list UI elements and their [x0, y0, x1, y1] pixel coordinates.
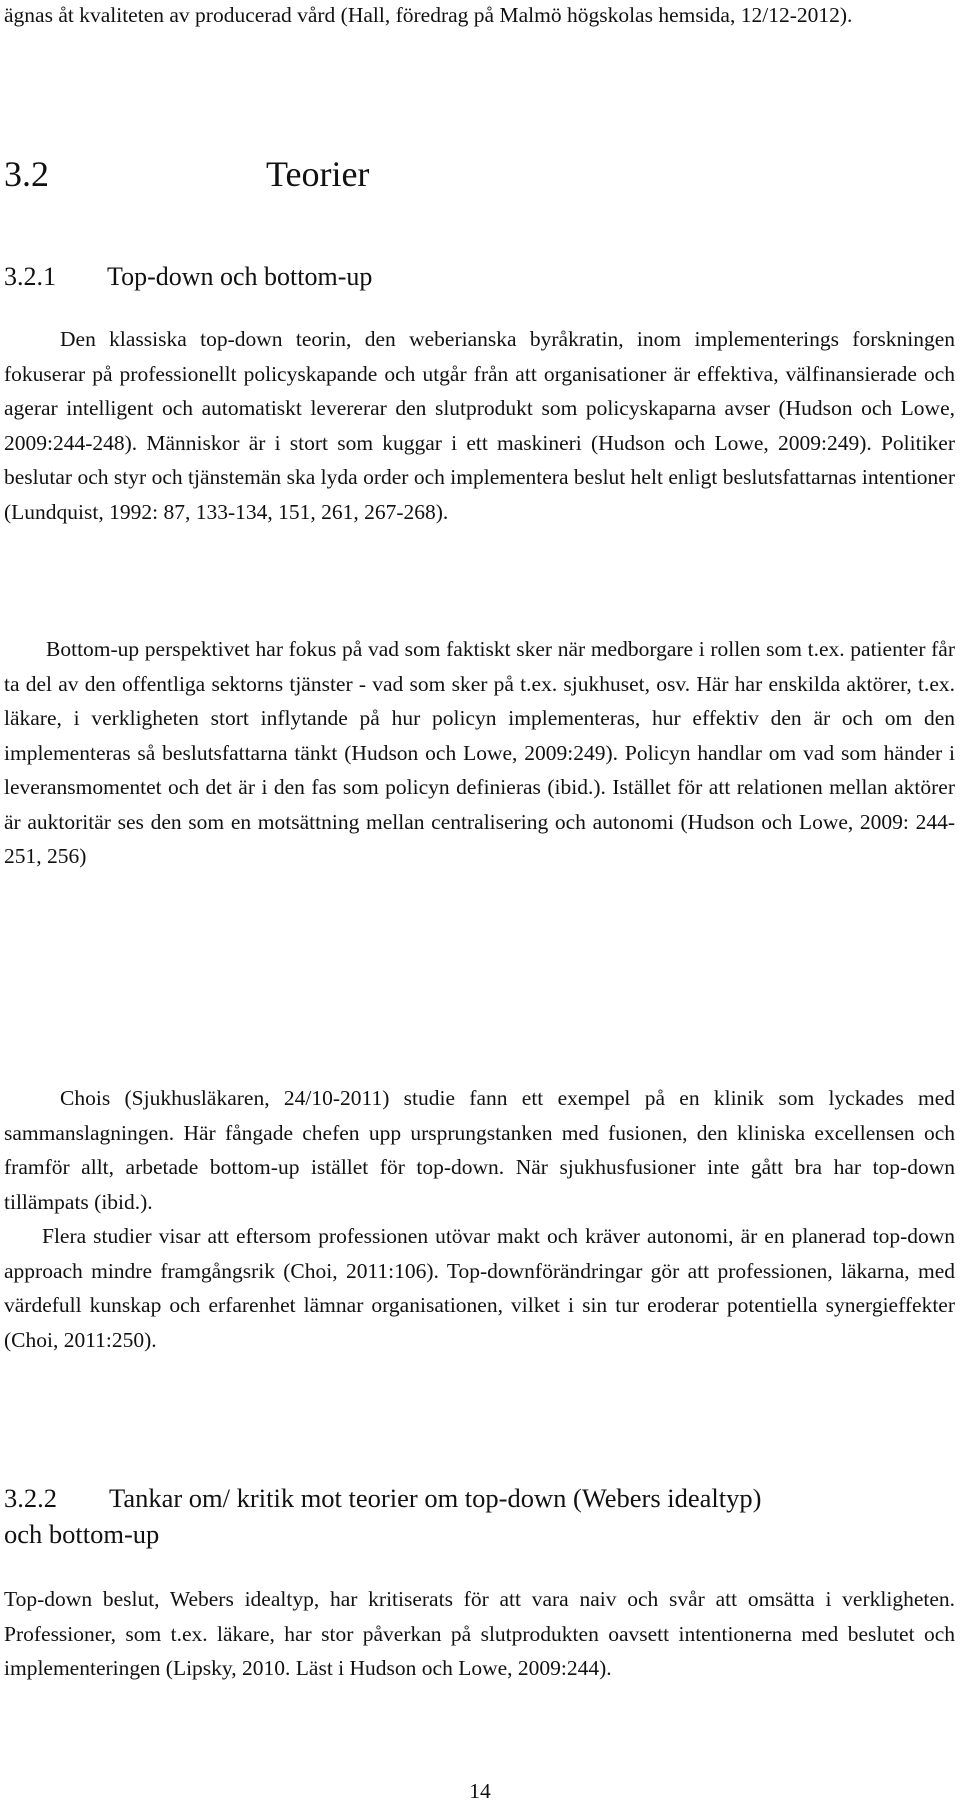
paragraph-chois: Chois (Sjukhusläkaren, 24/10-2011) studie fann ett exempel på en klinik som lyckades med sammanslagningen. Här fångade chefen upp ursprungstanken med fusionen, den kliniska excellensen och framför allt, arbetade bottom-up istället för top-down. När sjukhusfusioner inte gått bra har top-down tillämpats (ibid.). — [4, 1086, 955, 1214]
section-heading-3-2-1 — [4, 260, 955, 294]
section-title: Top-down och bottom-up — [107, 262, 373, 291]
intro-paragraph: ägnas åt kvaliteten av producerad vård (Hall, föredrag på Malmö högskolas hemsida, 12/12-2012). — [4, 3, 853, 27]
section-number: 3.2.2 — [4, 1483, 57, 1513]
paragraph-kritik: Top-down beslut, Webers idealtyp, har kritiserats för att vara naiv och svår att omsätta i verkligheten. Professioner, som t.ex. läkare, har stor påverkan på slutprodukten oavsett intentionerna med beslutet och implementeringen (Lipsky, 2010. Läst i Hudson och Lowe, 2009:244). — [4, 1587, 955, 1680]
section-heading-3-2 — [4, 154, 955, 194]
page-number: 14 — [469, 1779, 491, 1803]
paragraph-bottomup: Bottom-up perspektivet har fokus på vad som faktiskt sker när medborgare i rollen som t.ex. patienter får ta del av den offentliga sektorns tjänster - vad som sker på t.ex. sjukhuset, osv. Här har enskilda aktörer, t.ex. läkare, i verkligheten stort inflytande på hur policyn implementeras, hur effektiv den är och om den implementeras så beslutsfattarna tänkt (Hudson och Lowe, 2009:249). Policyn handlar om vad som händer i leveransmomentet och det är i den fas som policyn definieras (ibid.). Istället för att relationen mellan aktörer är auktoritär ses den som en motsättning mellan centralisering och autonomi (Hudson och Lowe, 2009: 244-251, 256) — [4, 637, 955, 868]
section-title: Tankar om/ kritik mot teorier om top-down (Webers idealtyp) — [109, 1483, 762, 1513]
paragraph-topdown: Den klassiska top-down teorin, den weberianska byråkratin, inom implementerings forskningen fokuserar på professionellt policyskapande och utgår från att organisationer är effektiva, välfinansierade och agerar intelligent och automatiskt levererar den slutprodukt som policyskaparna avser (Hudson och Lowe, 2009:244-248). Människor är i stort som kuggar i ett maskineri (Hudson och Lowe, 2009:249). Politiker beslutar och styr och tjänstemän ska lyda order och implementera beslut helt enligt beslutsfattarnas intentioner (Lundquist, 1992: 87, 133-134, 151, 261, 267-268). — [4, 327, 955, 524]
paragraph-flera-studier: Flera studier visar att eftersom professionen utövar makt och kräver autonomi, är en planerad top-down approach mindre framgångsrik (Choi, 2011:106). Top-downförändringar gör att professionen, läkarna, med värdefull kunskap och erfarenhet lämnar organisationen, vilket i sin tur eroderar potentiella synergieffekter (Choi, 2011:250). — [4, 1224, 955, 1352]
section-number: 3.2.1 — [4, 262, 56, 291]
section-heading-3-2-2 — [4, 1480, 955, 1552]
section-number: 3.2 — [4, 154, 49, 194]
section-title: Teorier — [266, 154, 370, 194]
section-title-continued: och bottom-up — [4, 1519, 160, 1549]
